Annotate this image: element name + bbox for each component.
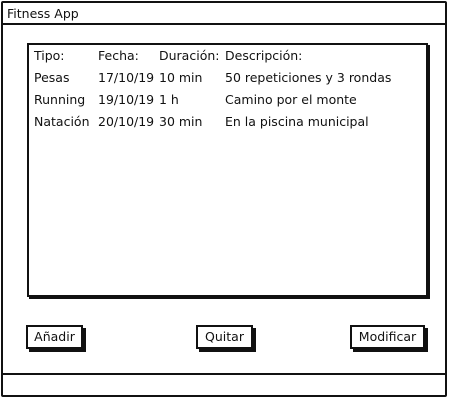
cell-tipo: Pesas: [34, 70, 70, 85]
cell-tipo: Natación: [34, 114, 90, 129]
remove-button[interactable]: Quitar: [196, 325, 253, 349]
cell-fecha: 17/10/19: [98, 70, 155, 85]
cell-descripcion: En la piscina municipal: [225, 114, 369, 129]
window-title: Fitness App: [7, 6, 79, 21]
cell-duracion: 10 min: [159, 70, 203, 85]
app-window: [1, 1, 447, 397]
list-item[interactable]: [29, 92, 426, 110]
cell-descripcion: 50 repeticiones y 3 rondas: [225, 70, 392, 85]
cell-fecha: 19/10/19: [98, 92, 155, 107]
list-header: [29, 48, 426, 66]
modify-button[interactable]: Modificar: [350, 325, 425, 349]
cell-duracion: 1 h: [159, 92, 179, 107]
header-duracion: Duración:: [159, 48, 220, 63]
header-tipo: Tipo:: [34, 48, 65, 63]
header-descripcion: Descripción:: [225, 48, 303, 63]
status-bar: [3, 373, 445, 395]
header-fecha: Fecha:: [98, 48, 139, 63]
cell-descripcion: Camino por el monte: [225, 92, 357, 107]
list-item[interactable]: [29, 70, 426, 88]
list-item[interactable]: [29, 114, 426, 132]
cell-tipo: Running: [34, 92, 86, 107]
title-bar: [3, 3, 445, 25]
cell-fecha: 20/10/19: [98, 114, 155, 129]
cell-duracion: 30 min: [159, 114, 203, 129]
add-button[interactable]: Añadir: [26, 325, 83, 349]
activity-list[interactable]: [27, 43, 428, 297]
